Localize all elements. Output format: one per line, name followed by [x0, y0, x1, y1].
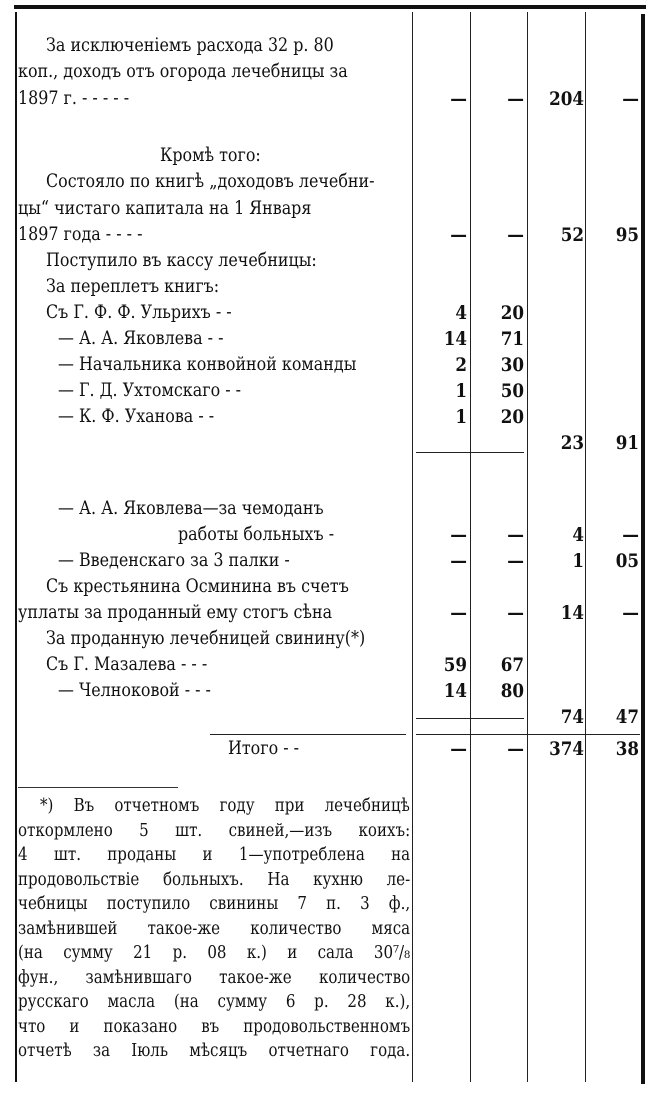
- row-label: — А. А. Яковлева—за чемоданъ: [58, 498, 324, 519]
- amount-c1: 1: [455, 406, 467, 428]
- amount-c2: 30: [500, 354, 524, 376]
- amount-c3: 4: [572, 524, 584, 546]
- row-label: уплаты за проданный ему стогъ сѣна: [18, 602, 333, 623]
- ledger-row: [0, 626, 656, 652]
- ledger-row: [0, 300, 656, 326]
- ledger-row: [0, 548, 656, 574]
- ledger-row: [0, 86, 656, 112]
- amount-c4: —: [622, 524, 639, 546]
- amount-c2: 20: [500, 302, 524, 324]
- row-label: работы больныхъ -: [178, 524, 335, 545]
- amount-c1: 1: [455, 380, 467, 402]
- row-label: — Челноковой - - -: [58, 680, 211, 701]
- row-label: Съ Г. Ф. Ф. Ульрихъ - -: [46, 302, 232, 323]
- ledger-row: [0, 378, 656, 404]
- ledger-row: [0, 326, 656, 352]
- amount-c2: —: [507, 88, 524, 110]
- footnote-line: откормлено 5 шт. свиней,—изъ коихъ:: [18, 820, 411, 841]
- row-label: коп., доходъ отъ огорода лечебницы за: [18, 61, 348, 82]
- amount-c3: 23: [560, 432, 584, 454]
- row-label: За проданную лечебницей свинину(*): [46, 628, 366, 649]
- row-label: Съ Г. Мазалева - - -: [46, 654, 208, 675]
- footnote-line: что и показано въ продовольственномъ: [18, 1016, 411, 1037]
- ledger-row: [0, 196, 656, 222]
- footnote-line: русскаго масла (на сумму 6 р. 28 к.),: [18, 992, 411, 1012]
- footnote-line: 4 шт. проданы и 1—употреблена на: [18, 845, 411, 865]
- footnote-line: продовольствіе больныхъ. На кухню ле-: [18, 869, 411, 890]
- ledger-row: [0, 59, 656, 85]
- ledger-row: [0, 274, 656, 300]
- row-label: Итого - -: [228, 738, 300, 759]
- subtotal-rule: [416, 718, 524, 719]
- amount-c1: 14: [443, 328, 467, 350]
- row-label: Поступило въ кассу лечебницы:: [46, 250, 317, 271]
- row-label: За переплетъ книгъ:: [46, 276, 220, 297]
- amount-c1: 4: [455, 302, 467, 324]
- row-label: За исключеніемъ расхода 32 р. 80: [46, 35, 334, 56]
- amount-c2: —: [507, 738, 524, 760]
- ledger-row: [0, 430, 656, 456]
- amount-c3: 14: [560, 602, 584, 624]
- ledger-row: [0, 248, 656, 274]
- row-label: 1897 г. - - - - -: [18, 88, 130, 109]
- ledger-row: [0, 143, 656, 169]
- row-label: цы“ чистаго капитала на 1 Января: [18, 198, 312, 219]
- amount-c1: —: [450, 602, 467, 624]
- row-label: — Начальника конвойной команды: [58, 354, 357, 375]
- amount-c1: —: [450, 738, 467, 760]
- amount-c3: 74: [560, 706, 584, 728]
- row-label: Съ крестьянина Осминина въ счетъ: [46, 576, 349, 597]
- amount-c2: 80: [500, 680, 524, 702]
- ledger-row: [0, 352, 656, 378]
- amount-c4: 95: [615, 224, 639, 246]
- amount-c3: 52: [560, 224, 584, 246]
- footnote-line: отчетѣ за Іюль мѣсяцъ отчетнаго года.: [18, 1041, 411, 1061]
- amount-c2: —: [507, 550, 524, 572]
- amount-c4: 47: [615, 706, 639, 728]
- amount-c3: 374: [549, 738, 584, 760]
- amount-c1: 14: [443, 680, 467, 702]
- ledger-row: [0, 169, 656, 195]
- amount-c4: 38: [615, 738, 639, 760]
- amount-c4: —: [622, 88, 639, 110]
- ledger-row: [0, 704, 656, 730]
- amount-c1: 59: [443, 654, 467, 676]
- row-label: — Введенскаго за 3 палки -: [58, 550, 290, 571]
- amount-c2: 71: [500, 328, 524, 350]
- row-label: — К. Ф. Уханова - -: [58, 406, 215, 427]
- row-label: — А. А. Яковлева - -: [58, 328, 224, 349]
- footnote-line: чебницы поступило свинины 7 п. 3 ф.,: [18, 894, 411, 914]
- amount-c1: —: [450, 524, 467, 546]
- row-label: — Г. Д. Ухтомскаго - -: [58, 380, 242, 401]
- amount-c1: —: [450, 550, 467, 572]
- total-rule: [416, 734, 640, 735]
- ledger-row: [0, 33, 656, 59]
- amount-c2: 50: [500, 380, 524, 402]
- amount-c4: 91: [615, 432, 639, 454]
- amount-c3: 1: [572, 550, 584, 572]
- amount-c3: 204: [549, 88, 584, 110]
- subtotal-rule: [416, 452, 524, 453]
- row-label: Состояло по книгѣ „доходовъ лечебни-: [46, 171, 375, 192]
- amount-c4: 05: [615, 550, 639, 572]
- footnote-line: *) Въ отчетномъ году при лечебницѣ: [40, 796, 410, 816]
- ledger-row: [0, 496, 656, 522]
- footnote-line: замѣнившей такое-же количество мяса: [18, 918, 411, 939]
- ledger-row: [0, 404, 656, 430]
- amount-c2: 20: [500, 406, 524, 428]
- ledger-row: [0, 600, 656, 626]
- footnote-separator: [18, 787, 178, 788]
- top-rule: [14, 5, 646, 9]
- row-label: Кромѣ того:: [160, 145, 261, 166]
- amount-c1: —: [450, 224, 467, 246]
- amount-c2: 67: [500, 654, 524, 676]
- amount-c4: —: [622, 602, 639, 624]
- footnote-line: (на сумму 21 р. 08 к.) и сала 30⁷/₈: [18, 943, 411, 963]
- footnote-line: фун., замѣнившаго такое-же количество: [18, 967, 411, 988]
- ledger-row: [0, 222, 656, 248]
- amount-c1: 2: [455, 354, 467, 376]
- ledger-row: [0, 574, 656, 600]
- amount-c2: —: [507, 224, 524, 246]
- row-label: 1897 года - - - -: [18, 224, 143, 245]
- ledger-row: [0, 652, 656, 678]
- ledger-row: [0, 678, 656, 704]
- amount-c2: —: [507, 524, 524, 546]
- amount-c1: —: [450, 88, 467, 110]
- total-rule-left: [210, 734, 406, 735]
- amount-c2: —: [507, 602, 524, 624]
- ledger-row: [0, 736, 656, 762]
- ledger-row: [0, 522, 656, 548]
